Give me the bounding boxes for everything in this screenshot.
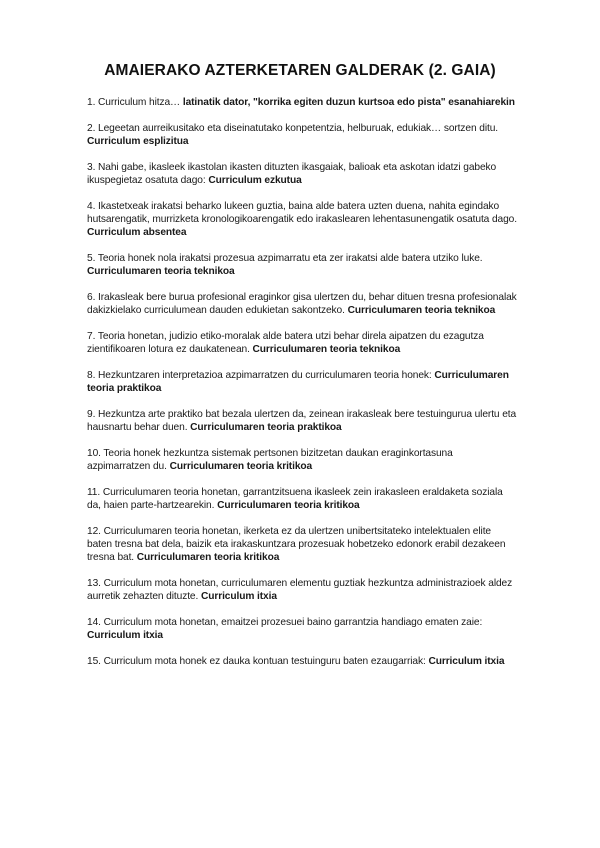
question-answer: Curriculumaren teoria teknikoa: [347, 305, 496, 316]
question-item: [87, 96, 517, 109]
question-item: [87, 161, 517, 187]
question-item: [87, 525, 517, 564]
question-item: [87, 577, 517, 603]
question-answer: Curriculum esplizitua: [87, 136, 189, 147]
question-answer: Curriculum absentea: [87, 227, 187, 238]
question-item: [87, 330, 517, 356]
question-text: 9. Hezkuntza arte praktiko bat bezala ulertzen da, zeinean irakasleak bere testuingurua ulertu eta hausnartu behar duen.: [87, 409, 517, 433]
question-answer: Curriculumaren teoria praktikoa: [190, 422, 342, 433]
question-text: 11. Curriculumaren teoria honetan, garrantzitsuena ikasleek zein irakasleen eraldaketa soziala da, haien parte-hartzearekin.: [87, 487, 503, 511]
question-text: 15. Curriculum mota honek ez dauka kontuan testuinguru baten ezaugarriak:: [87, 656, 429, 667]
question-text: 6. Irakasleak bere burua profesional eraginkor gisa ulertzen du, behar dituen tresna profesionalak dakizkielako curriculumean dauden edukietan sakontzeko.: [87, 292, 517, 316]
question-item: [87, 252, 517, 278]
question-item: [87, 122, 517, 148]
question-answer: latinatik dator, "korrika egiten duzun kurtsoa edo pista" esanahiarekin: [182, 97, 515, 108]
question-list: [87, 96, 517, 681]
question-text: 13. Curriculum mota honetan, curriculumaren elementu guztiak hezkuntza administrazioek aldez aurretik zehazten dituzte.: [87, 578, 513, 602]
question-text: 5. Teoria honek nola irakatsi prozesua azpimarratu eta zer irakatsi alde batera utziko luke.: [87, 253, 483, 264]
question-text: 7. Teoria honetan, judizio etiko-moralak alde batera utzi behar direla aipatzen du ezagutza zientifikoaren lotura ez daukatenean.: [87, 331, 484, 355]
question-text: 4. Ikastetxeak irakatsi beharko lukeen guztia, baina alde batera uzten duena, nahita egindako hutsarengatik, murrizketa kronologikoarengatik edo irakaslearen lehentasunengatik osatuta dago.: [87, 201, 517, 225]
question-text: 8. Hezkuntzaren interpretazioa azpimarratzen du curriculumaren teoria honek:: [87, 370, 435, 381]
question-answer: Curriculumaren teoria teknikoa: [252, 344, 401, 355]
question-answer: Curriculumaren teoria kritikoa: [217, 500, 360, 511]
question-item: [87, 200, 517, 239]
question-item: [87, 655, 517, 668]
question-text: 3. Nahi gabe, ikasleek ikastolan ikasten dituzten ikasgaiak, balioak eta askotan idatzi gabeko ikuspegietaz osatuta dago:: [87, 162, 497, 186]
question-item: [87, 408, 517, 434]
question-text: 1. Curriculum hitza…: [87, 97, 183, 108]
page-title: AMAIERAKO AZTERKETAREN GALDERAK (2. GAIA): [104, 62, 496, 79]
question-text: 2. Legeetan aurreikusitako eta diseinatutako konpetentzia, helburuak, edukiak… sortzen ditu.: [87, 123, 499, 134]
question-item: [87, 486, 517, 512]
question-item: [87, 369, 517, 395]
question-item: [87, 447, 517, 473]
question-answer: Curriculumaren teoria kritikoa: [136, 552, 280, 563]
question-answer: Curriculumaren teoria teknikoa: [87, 266, 235, 277]
question-text: 12. Curriculumaren teoria honetan, ikerketa ez da ulertzen unibertsitateko intelektualen elite baten tresna bat dela, baizik eta irakaskuntzara prozesuak hobetzeko edonork erabil dezakeen tresna bat.: [87, 526, 506, 563]
question-answer: Curriculum itxia: [87, 630, 163, 641]
question-answer: Curriculum ezkutua: [208, 175, 302, 186]
question-item: [87, 616, 517, 642]
question-answer: Curriculum itxia: [200, 591, 277, 602]
question-text: 10. Teoria honek hezkuntza sistemak pertsonen bizitzetan daukan eraginkortasuna azpimarratzen du.: [87, 448, 453, 472]
question-answer: Curriculumaren teoria kritikoa: [169, 461, 313, 472]
question-answer: Curriculum itxia: [428, 656, 505, 667]
question-item: [87, 291, 517, 317]
question-text: 14. Curriculum mota honetan, emaitzei prozesuei baino garrantzia handiago ematen zaie:: [87, 617, 483, 628]
question-answer: Curriculumaren teoria praktikoa: [87, 370, 509, 394]
